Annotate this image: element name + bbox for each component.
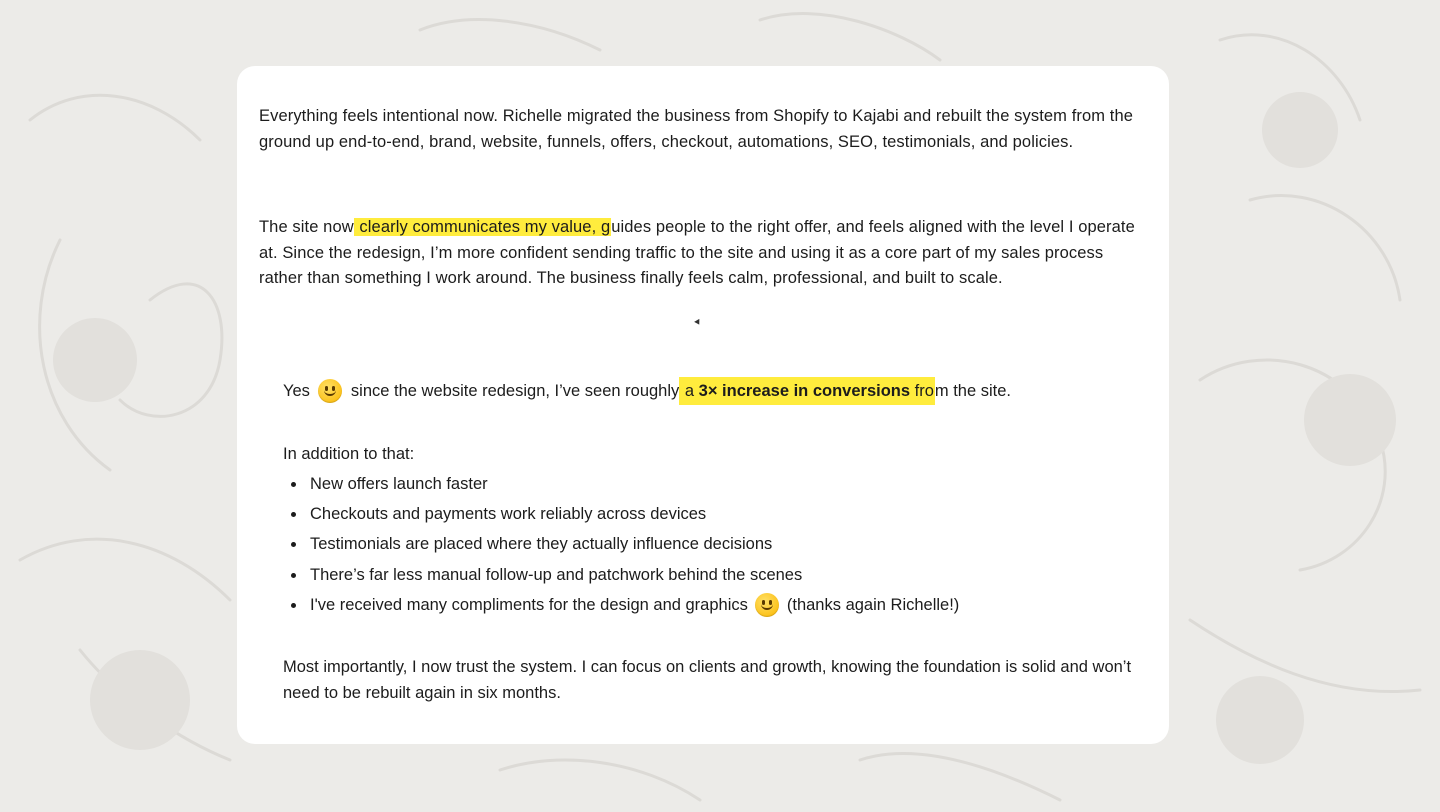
bullet-icon — [291, 603, 296, 608]
paragraph-site-value — [259, 215, 1139, 292]
highlight-prefix: a — [680, 382, 699, 400]
conversion-tail: m the site. — [934, 382, 1012, 400]
paragraph-text-before: The site now — [259, 218, 354, 236]
paragraph-intro: Everything feels intentional now. Richelle migrated the business from Shopify to Kajabi and rebuilt the system from the ground up end-to-end, brand, website, funnels, offers, checkout, automations, SEO, testimonials, and policies. — [259, 107, 1134, 151]
list-item-text: Checkouts and payments work reliably across devices — [310, 505, 707, 524]
highlight-value: clearly communicates my value, g — [354, 218, 611, 236]
benefits-list — [283, 472, 959, 623]
paragraph-text-after: uides people to the right offer, and feels aligned with the level I operate at. Since the redesign, I’m more confident sending traffic to the site and using it as a core part of my sales process rather than something I work around. The business finally feels calm, professional, and built to scale. — [259, 218, 1135, 287]
bullet-icon — [291, 482, 296, 487]
list-item — [283, 472, 959, 502]
mouse-cursor-icon — [694, 319, 702, 326]
list-item-text: New offers launch faster — [310, 475, 488, 493]
bullet-icon — [291, 512, 296, 517]
highlight-conversions — [679, 377, 935, 405]
slightly-smiling-face-icon — [755, 593, 779, 617]
bullet-icon — [291, 542, 296, 547]
list-item — [283, 593, 959, 623]
conversion-text: since the website redesign, I’ve seen roughly — [350, 382, 680, 400]
list-item-text: I've received many compliments for the design and graphics — [310, 595, 748, 614]
list-item-text: Testimonials are placed where they actually influence decisions — [310, 535, 773, 554]
list-item-text: There’s far less manual follow-up and patchwork behind the scenes — [310, 565, 803, 584]
list-item — [283, 563, 959, 593]
slightly-smiling-face-icon — [318, 379, 342, 403]
yes-text: Yes — [283, 382, 310, 400]
highlight-bold-text: 3× increase in conversions — [698, 382, 911, 400]
list-item-tail-text: (thanks again Richelle!) — [786, 595, 960, 614]
list-item — [283, 532, 959, 562]
highlight-suffix: fro — [910, 382, 934, 400]
bullet-icon — [291, 573, 296, 578]
list-item — [283, 502, 959, 532]
paragraph-closing: Most importantly, I now trust the system. I can focus on clients and growth, knowing the foundation is solid and won’t need to be rebuilt again in six months. — [283, 658, 1132, 702]
conversion-statement — [283, 377, 1011, 405]
addition-intro: In addition to that: — [283, 445, 415, 463]
testimonial-card — [237, 66, 1169, 744]
